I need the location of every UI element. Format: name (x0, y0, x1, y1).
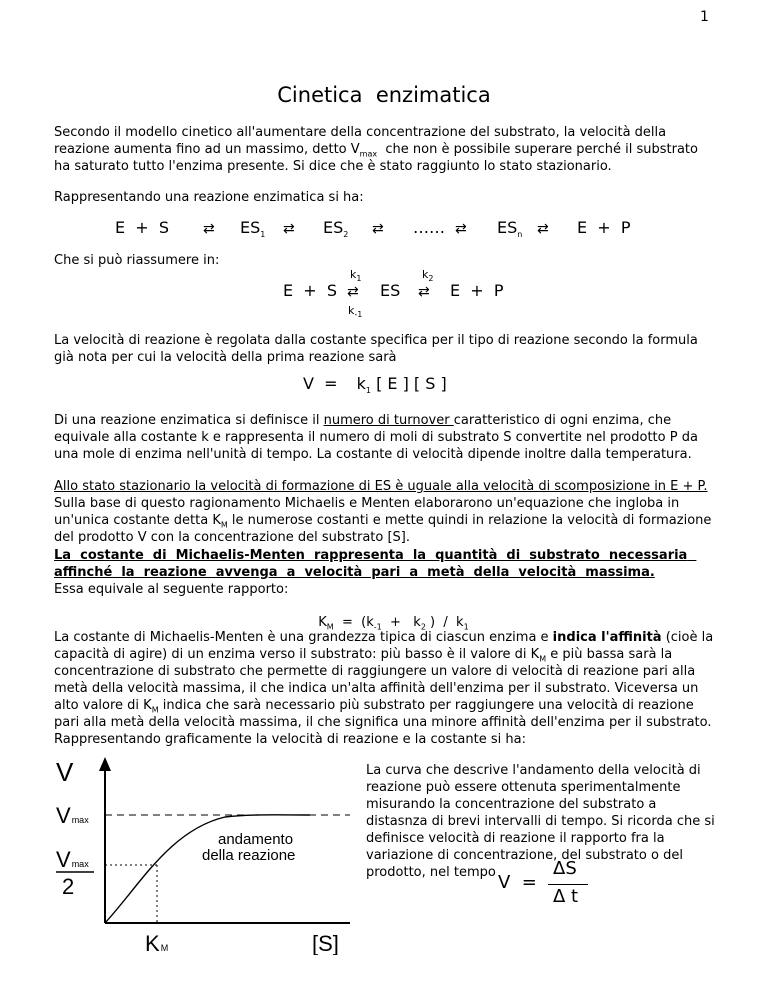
curve-label-line-1: andamento (218, 831, 294, 848)
page-number: 1 (700, 9, 709, 25)
rate-constant-k2: $k_2$ (422, 268, 434, 284)
scheme2-e-p: E + P (450, 281, 504, 300)
km-axis-label: KM (145, 931, 169, 955)
km-definition-paragraph: La costante di Michaelis-Menten rappresenta la quantità di substrato necessaria affinché la reazione avvenga a velocità pari a metà della velocità massima. Essa equivale al seguente rapporto: (54, 548, 697, 597)
y-axis-arrowhead (99, 757, 111, 771)
scheme1-arrow-3: ⇄ (372, 221, 384, 237)
scheme1-arrow-1: ⇄ (203, 221, 215, 237)
rate-paragraph: La velocità di reazione è regolata dalla costante specifica per il tipo di reazione secondo la formula già nota per cui la velocità della prima reazione sarà (54, 333, 698, 365)
scheme1-es1: $ES_1$ (240, 218, 266, 240)
vmax-label: Vmax (56, 803, 89, 828)
michaelis-menten-graph (50, 755, 360, 955)
delta-eq-fraction-bar (548, 884, 588, 885)
scheme2-arrow-2: ⇄ (418, 284, 430, 300)
page-title: Cinetica enzimatica (277, 83, 491, 107)
scheme2-es: ES (380, 281, 401, 300)
y-axis-label: V (56, 757, 74, 787)
velocity-delta-equation (498, 860, 648, 910)
summary-intro-text: Che si può riassumere in: (54, 253, 220, 268)
steady-state-paragraph: Allo stato stazionario la velocità di formazione di ES è uguale alla velocità di scomposizione in E + P. Sulla base di questo ragionamento Michaelis e Menten elaborarono un'equazione che ingloba in un'unica costante detta $K_M$ le numerose costanti e mette quindi in relazione la velocità di formazione del prodotto V con la concentrazione del substrato [S]. (54, 479, 712, 545)
rate-constant-k-minus-1: $k_{-1}$ (348, 304, 363, 320)
scheme2-e-s: E + S (283, 281, 338, 300)
curve-label-line-2: della reazione (202, 847, 296, 864)
scheme1-e-p: E + P (577, 218, 631, 237)
rate-equation: $V = k_1$ [ E ] [ S ] (303, 374, 447, 396)
intro-paragraph: Secondo il modello cinetico all'aumentare della concentrazione del substrato, la velocità della reazione aumenta fino ad un massimo, detto $V_{max}$ che non è possibile superare perché il substrato ha saturato tutto l'enzima presente. Si dice che è stato raggiunto lo stato stazionario. (54, 125, 703, 174)
delta-eq-denominator: Δ t (553, 886, 579, 907)
scheme2-arrow-1: ⇄ (347, 284, 359, 300)
scheme1-es2: $ES_2$ (323, 218, 349, 240)
scheme1-arrow-4: ⇄ (455, 221, 467, 237)
scheme1-esn: $ES_n$ (497, 218, 523, 240)
half-vmax-numerator: Vmax (56, 847, 89, 872)
scheme1-arrow-5: ⇄ (537, 221, 549, 237)
scheme1-arrow-2: ⇄ (283, 221, 295, 237)
scheme1-dots: …… (413, 218, 445, 237)
turnover-paragraph: Di una reazione enzimatica si definisce il numero di turnover caratteristico di ogni enzima, che equivale alla costante k e rappresenta il numero di moli di substrato S convertite nel prodotto P da una mole di enzima nell'unità di tempo. La costante di velocità dipende inoltre dalla temperatura. (54, 413, 698, 462)
rate-constant-k1: $k_1$ (350, 268, 362, 284)
km-equation: $K_M = (k_{-1} + k_2$ ) / $k_1$ (318, 615, 469, 632)
delta-eq-lhs: V = (498, 872, 537, 893)
affinity-paragraph: La costante di Michaelis-Menten è una grandezza tipica di ciascun enzima e indica l'affinità (cioè la capacità di agire) di un enzima verso il substrato: più basso è il valore di $K_M$ e più bassa sarà la concentrazione di substrato che permette di raggiungere un valore di velocità di reazione pari alla metà della velocità massima, il che indica un'alta affinità dell'enzima per il substrato. Viceversa un alto valore di $K_M$ indica che sarà necessario più substrato per raggiungere una velocità di reazione pari alla metà della velocità massima, il che significa una minore affinità dell'enzima per il substrato. Rappresentando graficamente la velocità di reazione e la costante si ha: (54, 630, 714, 747)
half-vmax-denominator: 2 (62, 874, 75, 899)
scheme1-e-s: E + S (115, 218, 170, 237)
x-axis-label: [S] (312, 931, 339, 955)
side-paragraph: La curva che descrive l'andamento della velocità di reazione può essere ottenuta sperimentalmente misurando la concentrazione del substrato a distasnza di brevi intervalli di tempo. Si ricorda che si definisce velocità di reazione il rapporto fra la variazione di concentrazione, del substrato o del prodotto, nel tempo (366, 763, 715, 880)
reaction-intro-text: Rappresentando una reazione enzimatica si ha: (54, 190, 364, 205)
delta-eq-numerator: ΔS (553, 858, 577, 879)
